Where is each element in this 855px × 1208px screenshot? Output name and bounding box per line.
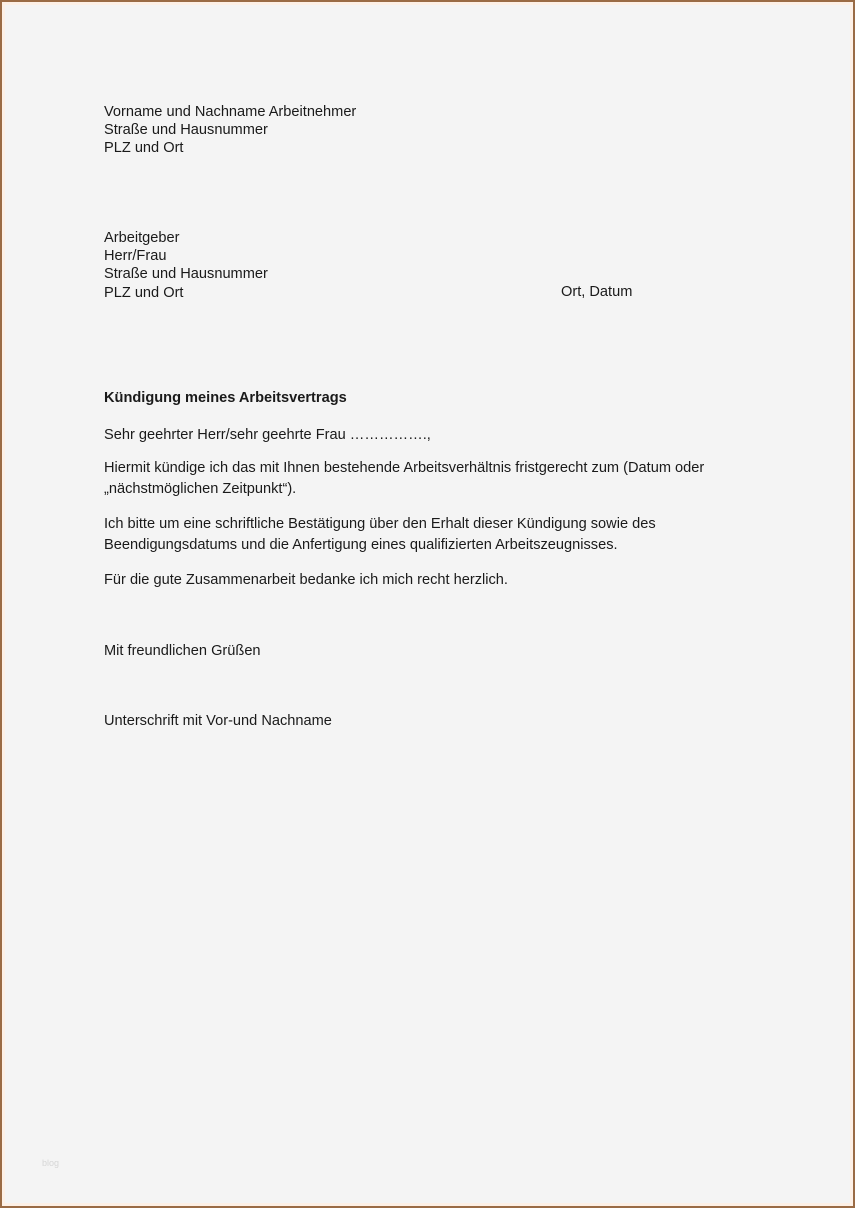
paragraph-termination (104, 458, 704, 499)
sender-street: Straße und Hausnummer (104, 122, 268, 139)
place-date: Ort, Datum (561, 284, 633, 300)
paragraph-line: Beendigungsdatums und die Anfertigung eines qualifizierten Arbeitszeugnisses. (104, 536, 618, 553)
sender-address (104, 103, 356, 158)
paragraph-line: Ich bitte um eine schriftliche Bestätigung über den Erhalt dieser Kündigung sowie des (104, 516, 656, 532)
recipient-company: Arbeitgeber (104, 230, 180, 246)
sender-city: PLZ und Ort (104, 140, 184, 157)
paragraph-line: „nächstmöglichen Zeitpunkt“). (104, 480, 297, 497)
recipient-address (104, 229, 268, 302)
closing-greeting: Mit freundlichen Grüßen (104, 643, 261, 659)
watermark: blog (42, 1158, 60, 1168)
salutation: Sehr geehrter Herr/sehr geehrte Frau ……………., (104, 427, 431, 443)
recipient-street: Straße und Hausnummer (104, 266, 268, 283)
paragraph-confirmation-request (104, 514, 656, 555)
letter-subject: Kündigung meines Arbeitsvertrags (104, 390, 347, 406)
recipient-contact: Herr/Frau (104, 248, 167, 265)
paragraph-line: Hiermit kündige ich das mit Ihnen bestehende Arbeitsverhältnis fristgerecht zum (Datum oder (104, 460, 705, 476)
sender-name: Vorname und Nachname Arbeitnehmer (104, 104, 357, 120)
recipient-city: PLZ und Ort (104, 284, 184, 301)
signature-line: Unterschrift mit Vor-und Nachname (104, 713, 332, 729)
paragraph-thanks (104, 570, 508, 591)
paragraph-line: Für die gute Zusammenarbeit bedanke ich mich recht herzlich. (104, 572, 508, 588)
